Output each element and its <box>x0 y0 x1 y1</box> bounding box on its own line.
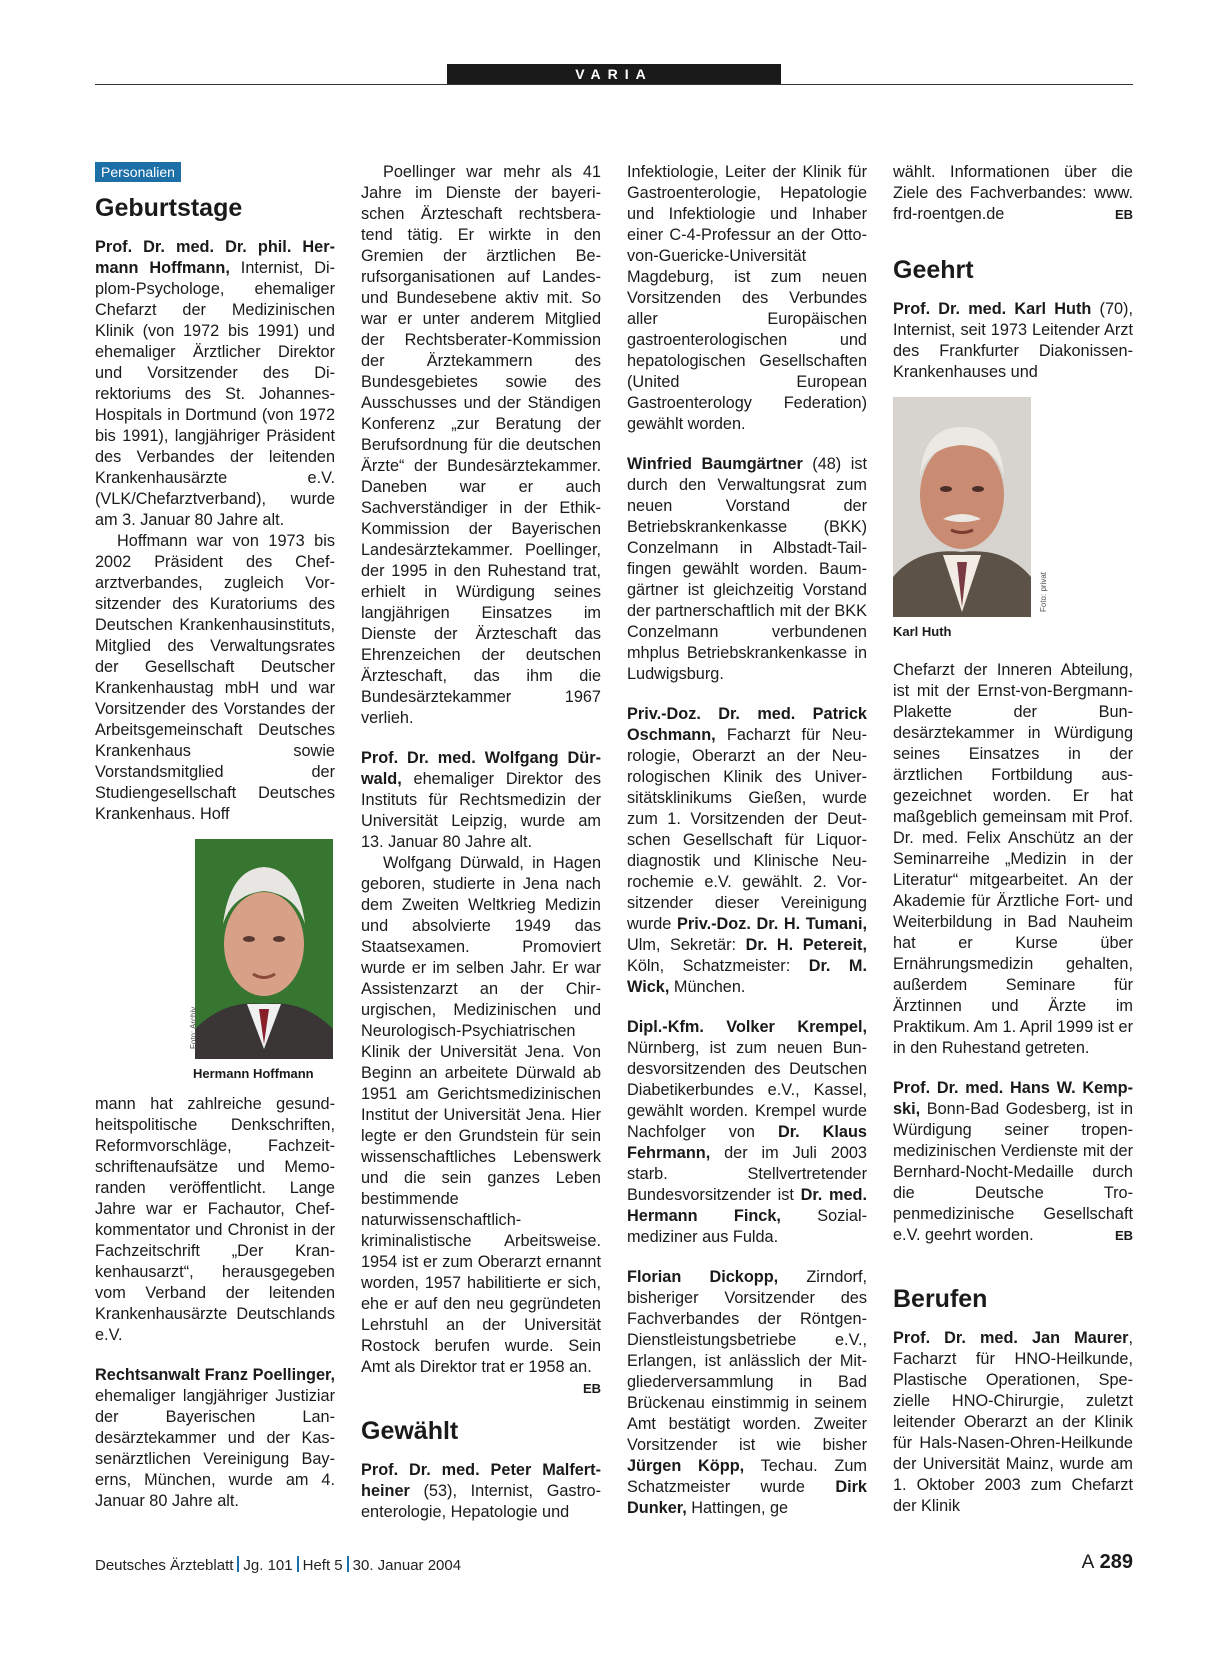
section-banner: VARIA <box>447 64 781 85</box>
journal-issue: Heft 5 <box>302 1557 343 1574</box>
person-name: Dirk Dunker, <box>627 1478 867 1517</box>
person-name: Florian Dickopp, <box>627 1268 779 1286</box>
person-name: Dr. Klaus Fehrmann, <box>627 1123 867 1162</box>
paragraph <box>361 1460 601 1523</box>
paragraph-text: Bonn-Bad Godesberg, ist in Würdigung seiner tropenmedizinischen Verdienste mit der Bernhard-Nocht-Medaille durch die Deutsche Tropenmedizinische Gesellschaft e.V. geehrt worden. <box>893 1100 1133 1244</box>
paragraph-text: Zirndorf, bisheriger Vorsitzender des Fachverbandes der Röntgen-Dienstleistungsbetriebe e.V., Erlangen, ist anlässlich der Mitgliederversammlung in Bad Brückenau einstimmig in seinem Amt bestätigt worden. Zweiter Vorsitzender ist wie bisher <box>627 1268 867 1454</box>
paragraph <box>627 1017 867 1248</box>
paragraph-text: Internist, Diplom-Psychologe, ehemaliger Chefarzt der Medizinischen Klinik (von 1972 bis 1991) und ehemaliger Ärztlicher Direktor und Vorsitzender des Direktoriums des St. Johannes-Hospitals in Dortmund (von 1972 bis 1991), langjähriger Präsident des Verbandes der leitenden Krankenhausärzte e.V. (VLK/Chefarztverband), wurde am 3. Januar 80 Jahre alt. <box>95 259 335 529</box>
person-name: Prof. Dr. med. Hans W. Kempski, <box>893 1079 1133 1118</box>
person-name: Priv.-Doz. Dr. med. Patrick Oschmann, <box>627 705 867 744</box>
paragraph: Infektiologie, Leiter der Klinik für Gastroenterologie, Hepatologie und Infektiologie und Inhaber einer C-4-Professur an der Otto-von-Guericke-Universität Magdeburg, ist zum neuen Vorsitzenden des Verbundes aller Europäischen gastroenterologischen und hepatologischen Gesellschaften (United European Gastroenterology Federation) gewählt worden. <box>627 163 867 433</box>
heading-gewaehlt: Gewählt <box>361 1417 459 1445</box>
paragraph-text: Hattingen, ge <box>686 1499 789 1517</box>
paragraph-text: Techau. Zum Schatzmeister wurde <box>627 1457 867 1496</box>
journal-name: Deutsches Ärzteblatt <box>95 1557 234 1574</box>
person-name: Prof. Dr. med. Karl Huth <box>893 300 1092 318</box>
paragraph: mann hat zahlreiche gesundheitspolitische Denkschriften, Reformvorschläge, Fachzeitschriftenaufsätze und Memoranden veröffentlicht. Lange Jahre war er Fachautor, Chefkommentator und Chronist in der Fachzeitschrift „Der Krankenhausarzt“, herausgegeben vom Verband der leitenden Krankenhausärzte Deutschlands e.V. <box>95 1095 335 1344</box>
footer-separator <box>347 1556 349 1572</box>
photo-hermann-hoffmann <box>189 839 335 1084</box>
paragraph-text: Facharzt für Neurologie, Oberarzt an der Neurologischen Klinik des Universitätsklinikums Gießen, wurde zum 1. Vorsitzenden der Deutschen Gesellschaft für Liquordiagnostik und Klinische Neurochemie e.V. gewählt. 2. Vorsitzender dieser Vereinigung wurde <box>627 726 867 933</box>
paragraph-text: Wolfgang Dürwald, in Hagen geboren, studierte in Jena nach dem Zweiten Weltkrieg Medizin und absolvierte 1949 das Staatsexamen. Promoviert wurde er im selben Jahr. Er war Assistenzarzt an der Chirurgischen, Medizinischen und Neurologisch-Psychiatrischen Klinik der Universität Jena. Von Beginn an arbeitete Dürwald ab 1951 am Gerichtsmedizinischen Institut der Universität Jena. Hier legte er den Grundstein für sein wissenschaftliches Lebenswerk und die sein ganzes Leben bestimmende naturwissenschaftlich-kriminalistische Arbeitsweise. 1954 ist er zum Oberarzt ernannt worden, 1957 habilitierte er sich, ehe er auf den neu gegründeten Lehrstuhl an der Universität Rostock berufen wurde. Sein Amt als Direktor trat er 1958 an. <box>361 854 601 1376</box>
paragraph <box>627 704 867 998</box>
heading-geburtstage: Geburtstage <box>95 194 243 222</box>
header-rule <box>95 84 1133 85</box>
paragraph-text: ehemaliger langjähriger Justiziar der Bayerischen Landesärztekammer und der Kassenärztlichen Vereinigung Bayerns, München, wurde am 4. Januar 80 Jahre alt. <box>95 1387 335 1510</box>
column-1 <box>95 162 335 1512</box>
author-initials: EB <box>582 1381 601 1396</box>
paragraph <box>361 748 601 853</box>
person-name: Rechtsanwalt Franz Poellinger, <box>95 1366 335 1384</box>
photo-credit: Foto: privat <box>1039 571 1048 612</box>
column-4 <box>893 162 1133 1517</box>
paragraph-text: wählt. Informationen über die Ziele des Fachverbandes: www. frd-roentgen.de <box>893 163 1133 223</box>
paragraph-text: Ulm, Sekretär: <box>627 936 746 954</box>
paragraph <box>95 1365 335 1512</box>
column-3 <box>627 162 867 1519</box>
footer-separator <box>237 1556 239 1572</box>
person-name: Prof. Dr. med. Wolfgang Dürwald, <box>361 749 601 788</box>
category-tag: Personalien <box>95 162 181 182</box>
person-name: Dipl.-Kfm. Volker Krempel, <box>627 1018 867 1036</box>
person-name: Dr. H. Petereit, <box>745 936 867 954</box>
paragraph <box>893 1328 1133 1517</box>
portrait-image <box>893 397 1031 617</box>
person-name: Dr. med. Hermann Finck, <box>627 1186 867 1225</box>
person-name: Prof. Dr. med. Jan Maurer <box>893 1329 1129 1347</box>
paragraph-text: Sozialmediziner aus Fulda. <box>627 1207 867 1246</box>
journal-volume: Jg. 101 <box>243 1557 293 1574</box>
paragraph-text: ehemaliger Direktor des Instituts für Rechtsmedizin der Universität Leipzig, wurde am 13. Januar 80 Jahre alt. <box>361 770 601 851</box>
paragraph <box>893 299 1133 383</box>
paragraph: Chefarzt der Inneren Abteilung, ist mit der Ernst-von-Bergmann-Plakette der Bundesärztekammer in Würdigung seines Einsatzes in der ärztlichen Fortbildung ausgezeichnet worden. Er hat maßgeblich gemeinsam mit Prof. Dr. med. Felix Anschütz an der Seminarreihe „Medizin in der Literatur“ mitgearbeitet. An der Akademie für Ärztliche Fort- und Weiterbildung in Bad Nauheim hat er Kurse über Ernährungsmedizin gehalten, außerdem Seminare für Ärztinnen und Ärzte im Praktikum. Am 1. April 1999 ist er in den Ruhestand getreten. <box>893 661 1133 1057</box>
person-name: Prof. Dr. med. Dr. phil. Hermann Hoffmann, <box>95 238 335 277</box>
paragraph <box>627 1267 867 1519</box>
person-name: Jürgen Köpp, <box>627 1457 745 1475</box>
paragraph-text: München. <box>669 978 746 996</box>
column-2 <box>361 162 601 1523</box>
paragraph <box>95 237 335 531</box>
person-name: Prof. Dr. med. Peter Malfertheiner <box>361 1461 601 1500</box>
paragraph: Hoffmann war von 1973 bis 2002 Präsident des Chefarztverbandes, zugleich Vorsitzender des Kuratoriums des Deutschen Krankenhausinstituts, Mitglied des Verwaltungsrates der Gesellschaft Deutscher Krankenhaustag mbH und war Vorsitzender des Vorstandes der Arbeitsgemeinschaft Deutsches Krankenhaus sowie Vorstandsmitglied der Studiengesellschaft Deutsches Krankenhaus. Hoff <box>95 532 335 823</box>
paragraph: Poellinger war mehr als 41 Jahre im Dienste der bayerischen Ärzteschaft rechtsberatend tätig. Er wirkte in den Gremien der ärztlichen Berufsorganisationen auf Landes- und Bundesebene aktiv mit. So war er unter anderem Mitglied der Rechtsberater-Kommission der Ärztekammern des Bundesgebietes sowie des Ausschusses und der Ständigen Konferenz „zur Beratung der Berufsordnung für die deutschen Ärzte“ der Bundesärztekammer. Daneben war er auch Sachverständiger in der Ethik-Kommission der Bayerischen Landesärztekammer. Poellinger, der 1995 in den Ruhestand trat, erhielt in Würdigung seines langjährigen Einsatzes im Dienste der Ärzteschaft das Ehrenzeichen der deutschen Ärzteschaft, das ihm die Bundesärztekammer 1967 verlieh. <box>361 163 601 727</box>
paragraph-text: der im Juli 2003 starb. Stellvertretender Bundesvorsitzender ist <box>627 1144 867 1204</box>
author-initials: EB <box>1114 1228 1133 1243</box>
author-initials: EB <box>1114 207 1133 222</box>
photo-karl-huth <box>893 397 1133 642</box>
paragraph-text: , Facharzt für HNO-Heilkunde, Plastische Operationen, Spezielle HNO-Chirurgie, zuletzt leitender Oberarzt an der Klinik für Hals-Nasen-Ohren-Heilkunde der Universität Mainz, wurde am 1. Oktober 2003 zum Chefarzt der Klinik <box>893 1329 1133 1515</box>
paragraph <box>627 454 867 685</box>
portrait-image <box>195 839 333 1059</box>
heading-geehrt: Geehrt <box>893 256 974 284</box>
paragraph-text: Nürnberg, ist zum neuen Bundesvorsitzenden des Deutschen Diabetikerbundes e.V., Kassel, gewählt worden. Krempel wurde Nachfolger von <box>627 1039 867 1141</box>
page-number-value: 289 <box>1099 1551 1133 1573</box>
person-name: Winfried Baumgärtner <box>627 455 803 473</box>
person-name: Priv.-Doz. Dr. H. Tumani, <box>677 915 868 933</box>
person-name: Dr. M. Wick, <box>627 957 867 996</box>
footer-separator <box>297 1556 299 1572</box>
photo-caption: Hermann Hoffmann <box>193 1066 314 1081</box>
photo-credit: Foto: Archiv <box>189 1006 198 1049</box>
paragraph <box>893 162 1133 225</box>
paragraph-text: (53), Internist, Gastroenterologie, Hepatologie und <box>361 1482 601 1521</box>
journal-date: 30. Januar 2004 <box>352 1557 462 1574</box>
paragraph <box>361 853 601 1396</box>
page-footer <box>95 1556 461 1574</box>
heading-berufen: Berufen <box>893 1285 988 1313</box>
paragraph-text: Köln, Schatzmeister: <box>627 957 809 975</box>
page-number <box>1082 1551 1133 1574</box>
photo-caption: Karl Huth <box>893 624 952 639</box>
page-prefix: A <box>1081 1552 1095 1573</box>
paragraph-text: (48) ist durch den Verwaltungsrat zum neuen Vorstand der Betriebskrankenkasse (BKK) Conzelmann in Albstadt-Tailfingen gewählt worden. Baumgärtner ist gleichzeitig Vorstand der partnerschaftlich mit der BKK Conzelmann verbundenen mhplus Betriebskrankenkasse in Ludwigsburg. <box>627 455 867 683</box>
paragraph <box>893 1078 1133 1246</box>
paragraph-text: (70), Internist, seit 1973 Leitender Arzt des Frankfurter Diakonissen-Krankenhauses und <box>893 300 1133 381</box>
